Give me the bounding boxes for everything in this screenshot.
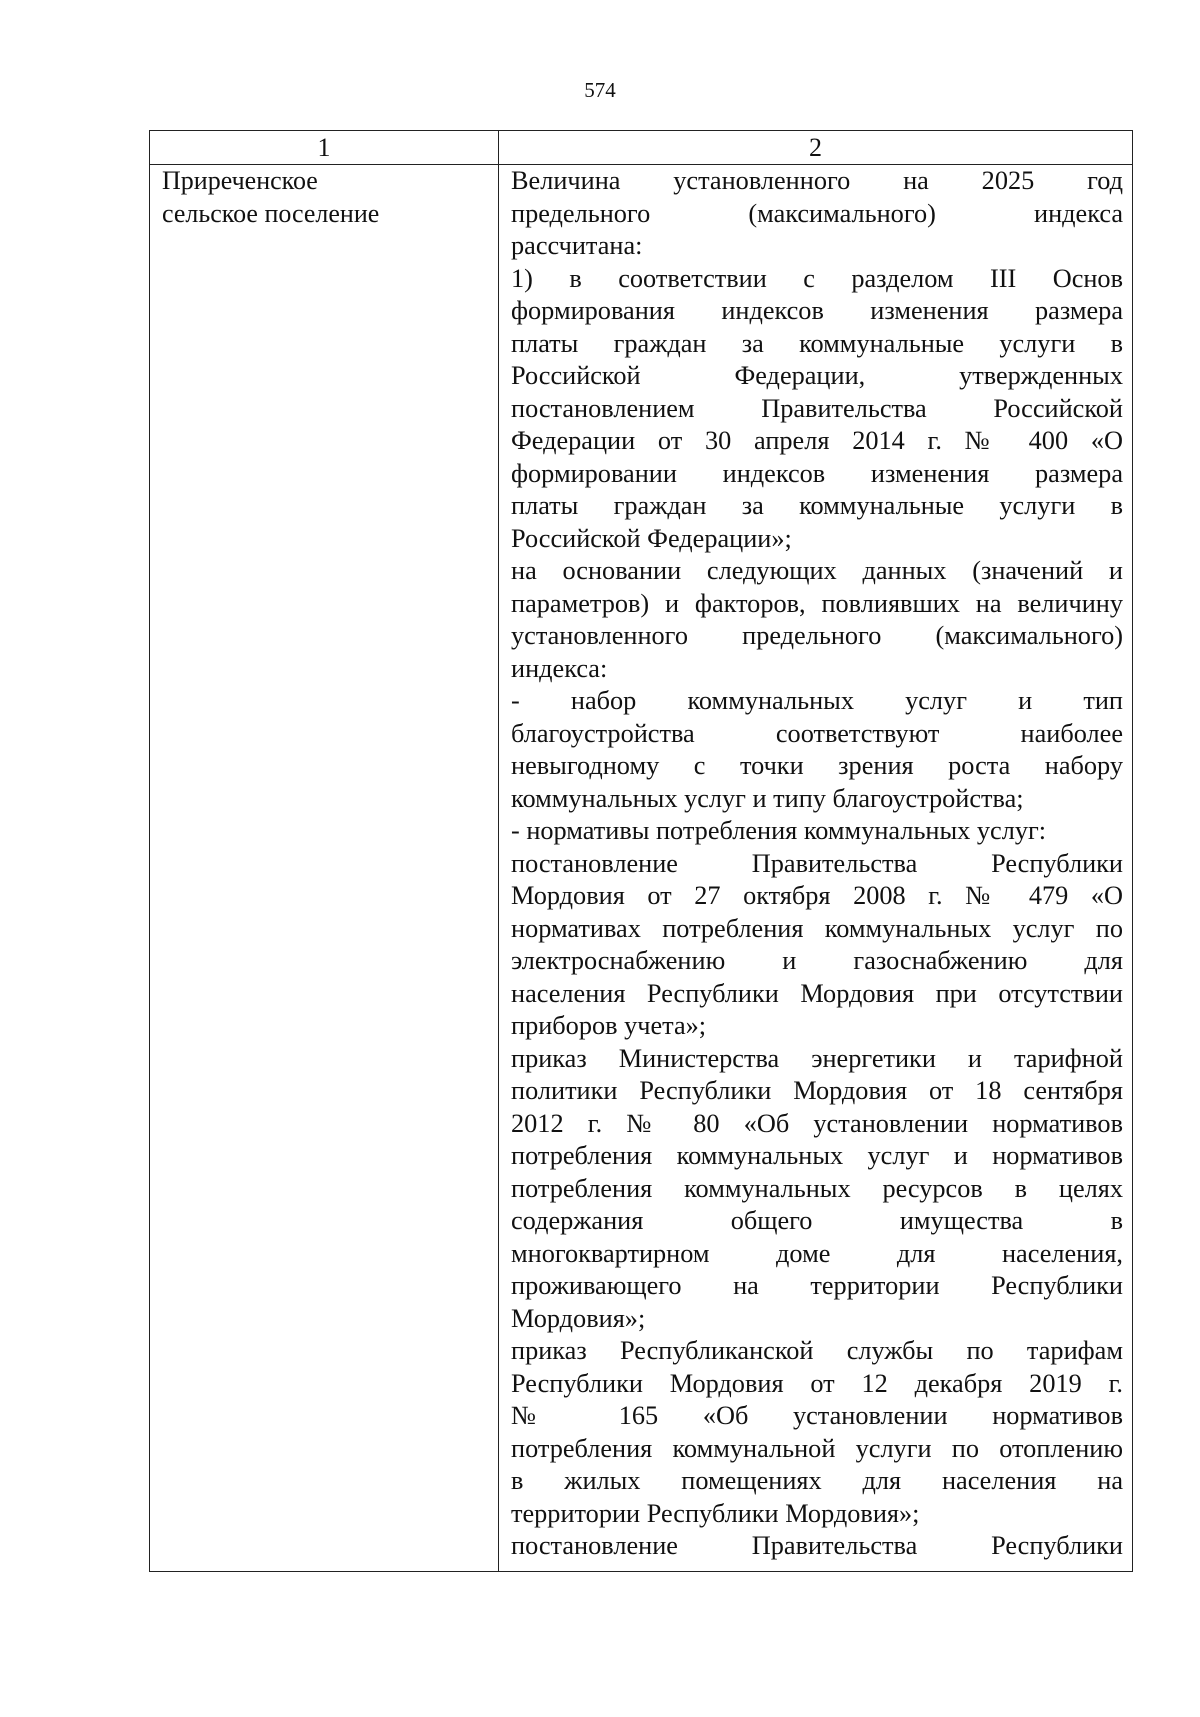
paragraph-line: содержания общего имущества в	[511, 1206, 1123, 1235]
paragraph-line: предельного (максимального) индекса	[511, 198, 1123, 228]
paragraph-line: Российской Федерации, утвержденных	[511, 361, 1123, 390]
paragraph-line: политики Республики Мордовия от 18 сентября	[511, 1076, 1123, 1105]
settlement-name-cell	[150, 165, 499, 1572]
page-number: 574	[584, 78, 616, 102]
paragraph-line: параметров) и факторов, повлиявших на величину	[511, 588, 1123, 618]
table-header-row	[150, 131, 1133, 165]
column-header-1: 1	[150, 131, 499, 165]
paragraph-line: Мордовия от 27 октября 2008 г. № 479 «О	[511, 881, 1123, 910]
paragraph-line: платы граждан за коммунальные услуги в	[511, 491, 1123, 520]
paragraph-line: проживающего на территории Республики	[511, 1271, 1123, 1300]
paragraph-line: формировании индексов изменения размера	[511, 458, 1123, 488]
paragraph-line: индекса:	[511, 653, 608, 683]
paragraph-line: населения Республики Мордовия при отсутствии	[511, 978, 1123, 1008]
paragraph-line: постановление Правительства Республики	[511, 1531, 1123, 1560]
paragraph-line: 2012 г. № 80 «Об установлении нормативов	[511, 1108, 1123, 1138]
paragraph-line: Федерации от 30 апреля 2014 г. № 400 «О	[511, 426, 1123, 455]
paragraph-line: потребления коммунальных услуг и нормативов	[511, 1141, 1123, 1170]
paragraph-line: на основании следующих данных (значений и	[511, 556, 1123, 585]
paragraph-line: № 165 «Об установлении нормативов	[511, 1401, 1123, 1430]
paragraph-line: потребления коммунальной услуги по отоплению	[511, 1433, 1123, 1463]
paragraph-line: 1) в соответствии с разделом III Основ	[511, 263, 1123, 293]
paragraph-line: установленного предельного (максимального)	[511, 621, 1123, 650]
paragraph-line: формирования индексов изменения размера	[511, 296, 1123, 325]
paragraph-line: электроснабжению и газоснабжению для	[511, 946, 1123, 975]
paragraph-line: Мордовия»;	[511, 1303, 646, 1333]
paragraph-line: рассчитана:	[511, 231, 643, 260]
paragraph-line: платы граждан за коммунальные услуги в	[511, 328, 1123, 358]
paragraph-line: коммунальных услуг и типу благоустройства;	[511, 783, 1024, 813]
paragraph-line: - нормативы потребления коммунальных услуг:	[511, 816, 1047, 845]
paragraph-line: территории Республики Мордовия»;	[511, 1498, 920, 1528]
paragraph-line: Республики Мордовия от 12 декабря 2019 г.	[511, 1368, 1123, 1398]
paragraph-line: невыгодному с точки зрения роста набору	[511, 751, 1123, 780]
table-row	[150, 165, 1133, 1572]
paragraph-line: нормативах потребления коммунальных услуг по	[511, 913, 1123, 943]
paragraph-line: Российской Федерации»;	[511, 523, 792, 553]
paragraph-line: в жилых помещениях для населения на	[511, 1466, 1123, 1495]
paragraph-line: потребления коммунальных ресурсов в целях	[511, 1173, 1123, 1203]
settlement-name-line: сельское поселение	[162, 198, 380, 228]
paragraph-line: приказ Республиканской службы по тарифам	[511, 1336, 1123, 1365]
paragraph-line: приборов учета»;	[511, 1011, 707, 1040]
paragraph-line: приказ Министерства энергетики и тарифной	[511, 1043, 1123, 1073]
paragraph-line: благоустройства соответствуют наиболее	[511, 718, 1123, 748]
paragraph-line: постановление Правительства Республики	[511, 848, 1123, 878]
paragraph-line: постановлением Правительства Российской	[511, 393, 1123, 423]
index-description-cell	[499, 165, 1133, 1572]
column-header-2: 2	[499, 131, 1133, 165]
document-table	[149, 130, 1133, 1572]
paragraph-line: - набор коммунальных услуг и тип	[511, 686, 1123, 715]
settlement-name-line: Приреченское	[162, 166, 318, 195]
paragraph-line: многоквартирном доме для населения,	[511, 1238, 1123, 1268]
paragraph-line: Величина установленного на 2025 год	[511, 166, 1123, 195]
